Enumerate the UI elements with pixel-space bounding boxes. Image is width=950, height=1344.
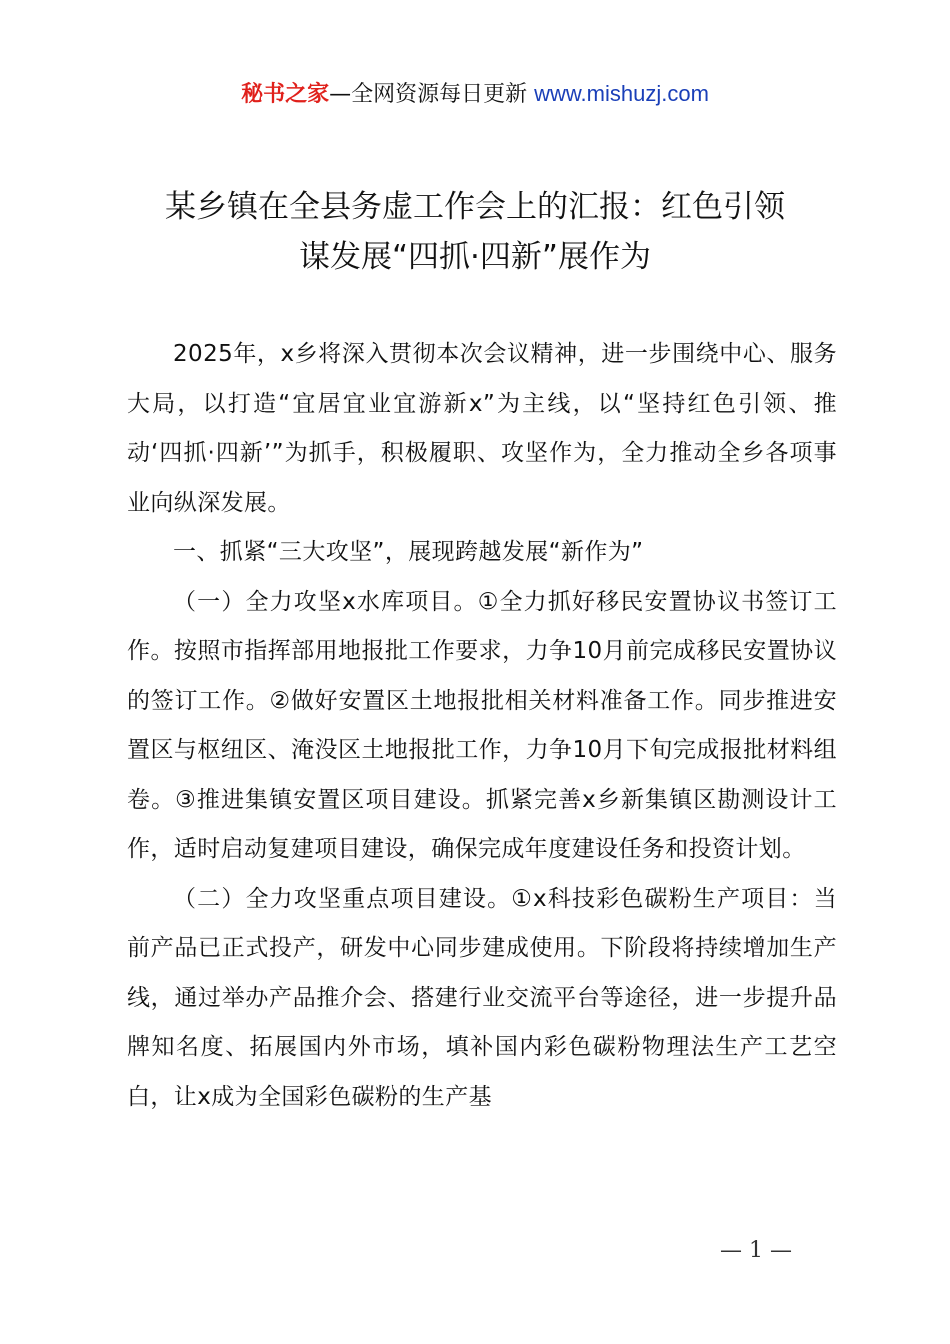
site-header: [0, 78, 950, 111]
site-url-link[interactable]: www.mishuzj.com: [534, 81, 709, 106]
section-heading-1: 一、抓紧“三大攻坚”，展现跨越发展“新作为”: [173, 539, 644, 565]
page-number: — 1 —: [720, 1238, 792, 1263]
title-line-2: 谋发展“四抓·四新”展作为: [299, 239, 651, 275]
intro-paragraph: 2025年，x乡将深入贯彻本次会议精神，进一步围绕中心、服务大局，以打造“宜居宜业宜游新x”为主线，以“坚持红色引领、推动‘四抓·四新’”为抓手，积极履职、攻坚作为，全力推动全乡各项事业向纵深发展。: [127, 341, 837, 516]
subsection-paragraph-2: （二）全力攻坚重点项目建设。①x科技彩色碳粉生产项目：当前产品已正式投产，研发中心同步建成使用。下阶段将持续增加生产线，通过举办产品推介会、搭建行业交流平台等途径，进一步提升品牌知名度、拓展国内外市场，填补国内彩色碳粉物理法生产工艺空白，让x成为全国彩色碳粉的生产基: [127, 885, 837, 1110]
site-brand: 秘书之家: [241, 82, 330, 107]
subsection-paragraph-1: （一）全力攻坚x水库项目。①全力抓好移民安置协议书签订工作。按照市指挥部用地报批工作要求，力争10月前完成移民安置协议的签订工作。②做好安置区土地报批相关材料准备工作。同步推进安置区与枢纽区、淹没区土地报批工作，力争10月下旬完成报批材料组卷。③推进集镇安置区项目建设。抓紧完善x乡新集镇区勘测设计工作，适时启动复建项目建设，确保完成年度建设任务和投资计划。: [127, 588, 837, 862]
title-line-1: 某乡镇在全县务虚工作会上的汇报：红色引领: [165, 189, 785, 225]
document-body: [127, 330, 837, 1122]
site-tagline: —全网资源每日更新: [329, 82, 528, 107]
document-title: [100, 182, 850, 282]
